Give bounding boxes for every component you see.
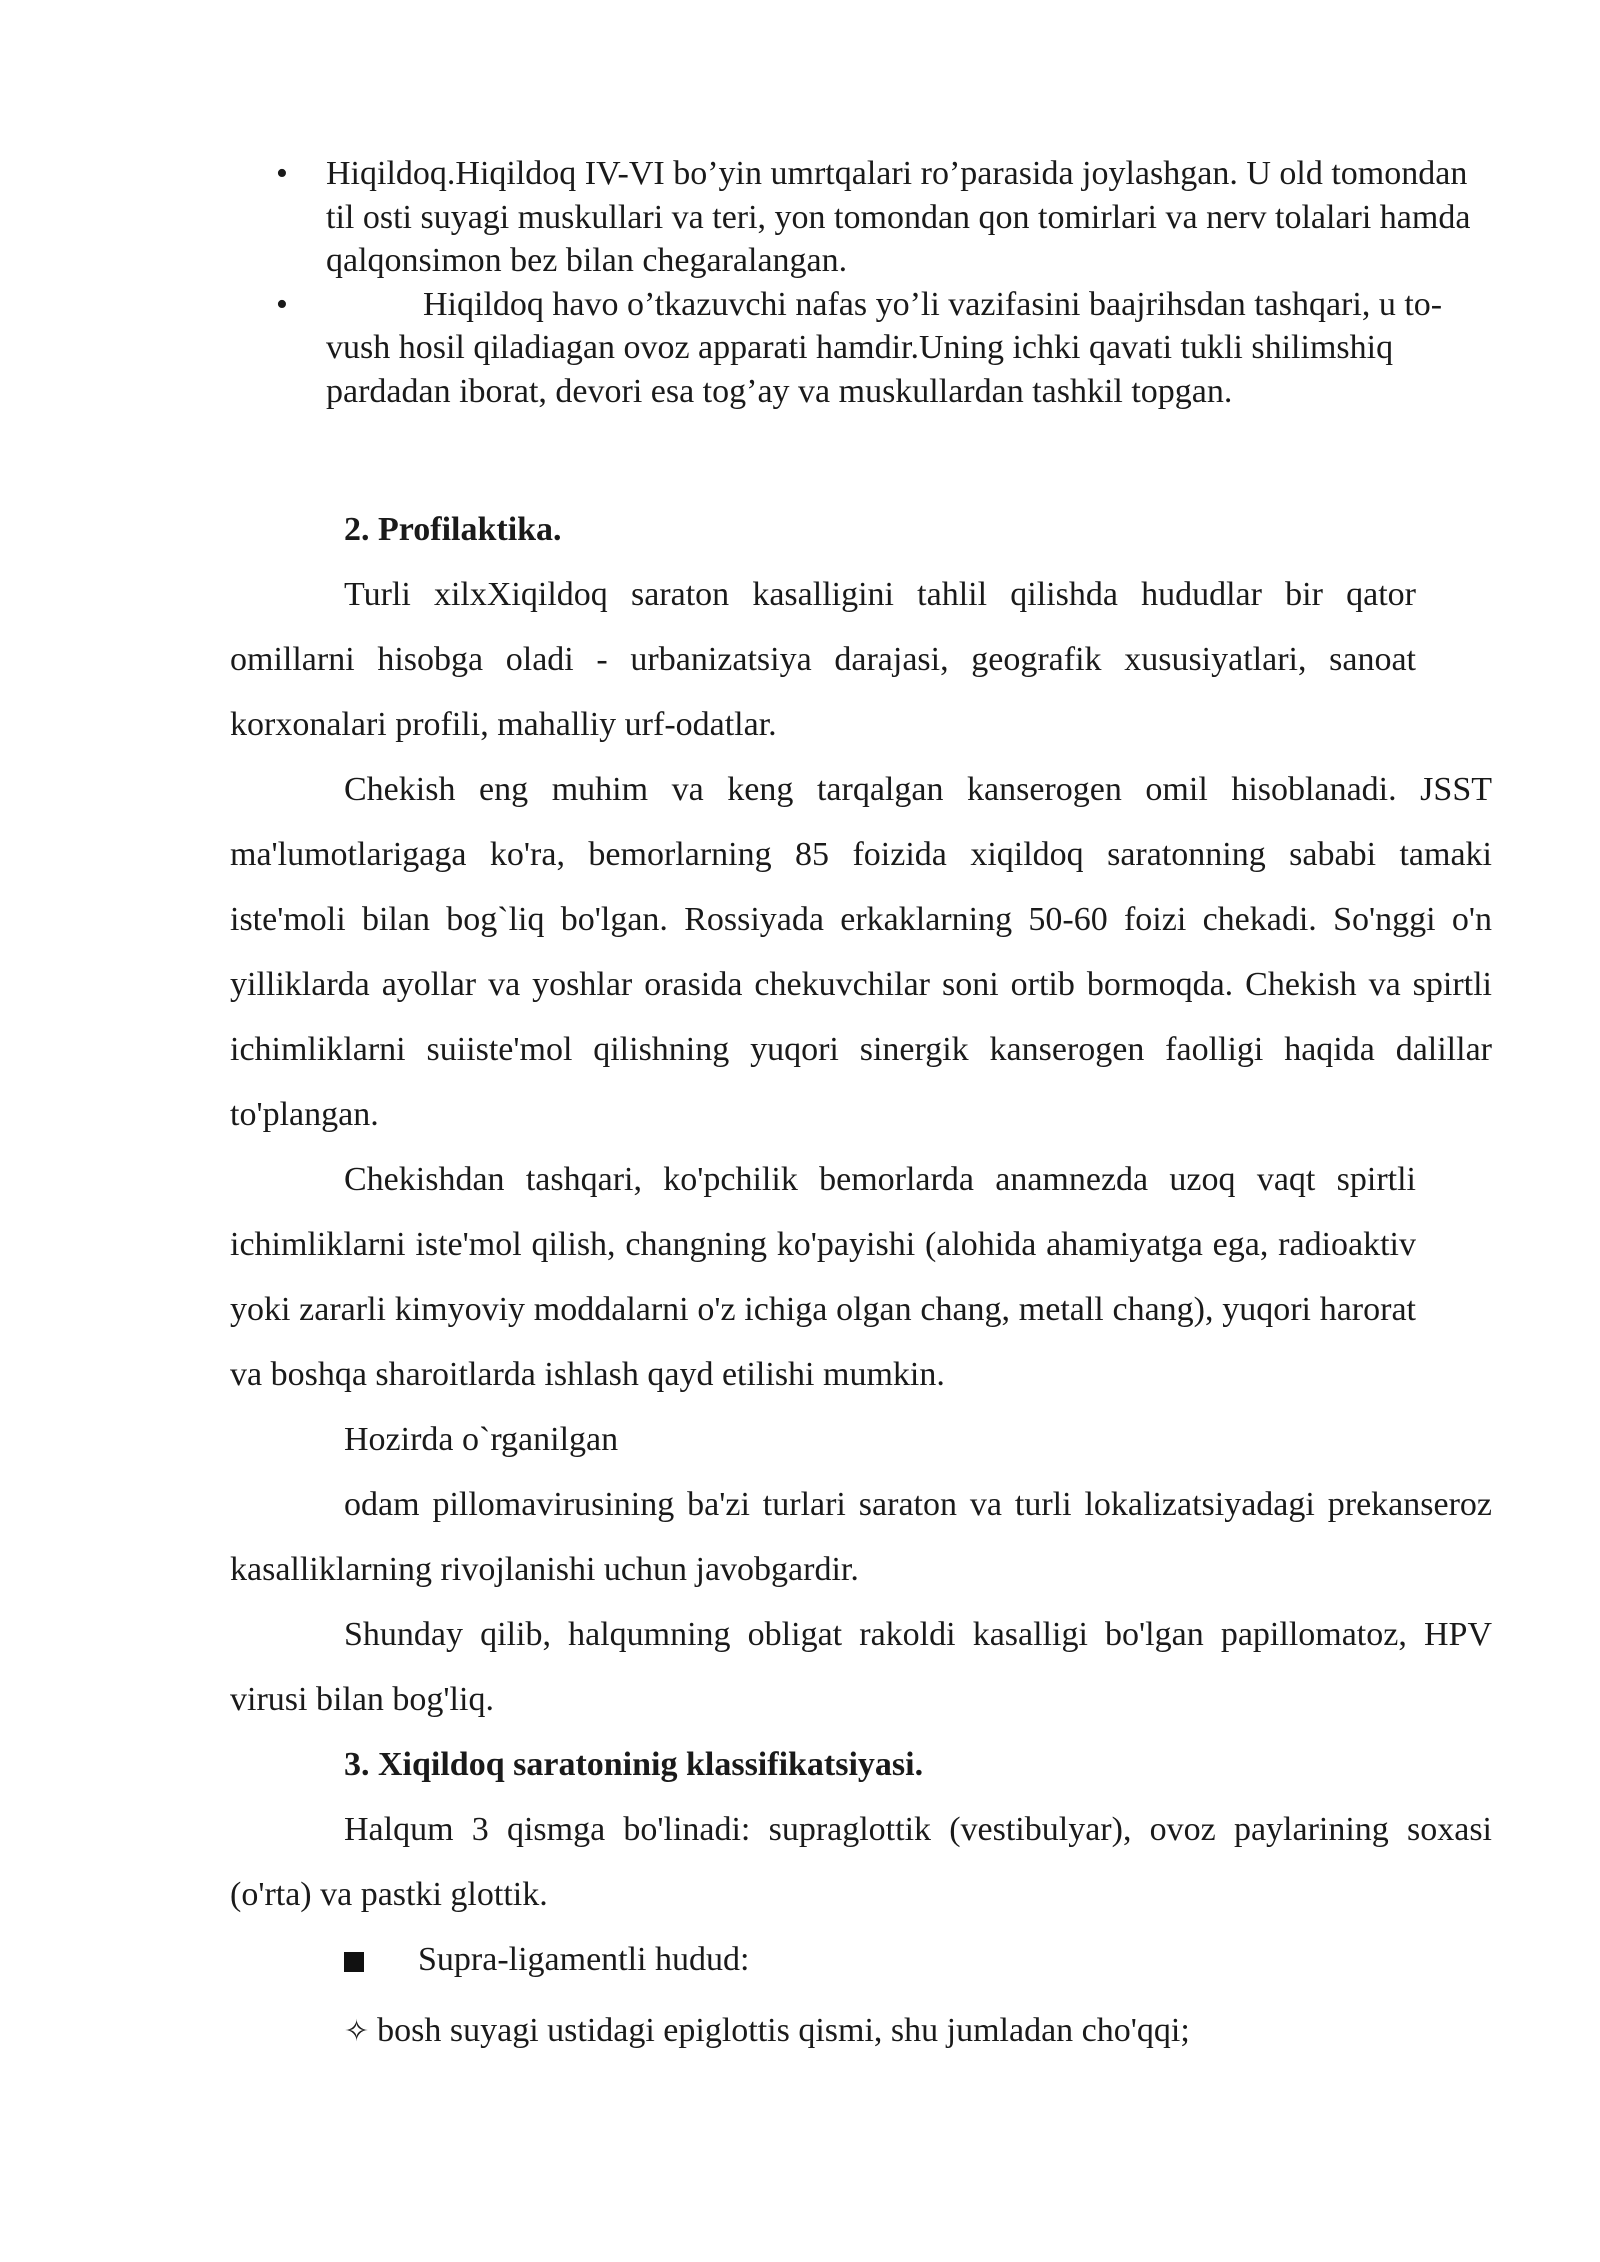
paragraph: odam pillomavirusining ba'zi turlari saraton va turli lokalizatsiyadagi prekanseroz kasalliklarning rivojlanishi uchun javobgardir. [230,1486,1492,1588]
bullet-marker: • [276,285,288,323]
star-bullet-icon: ✧ [344,2014,370,2049]
list-item [276,283,1476,414]
list-item [276,152,1476,283]
bullet-list [276,152,1476,413]
square-bullet-icon [344,1952,364,1972]
paragraph: Chekish eng muhim va keng tarqalgan kanserogen omil hisoblanadi. JSST ma'lumotlarigaga ko'ra, bemorlarning 85 foizida xiqildoq saratonning sababi tamaki iste'moli bilan bog`liq bo'lgan. Rossiyada erkaklarning 50-60 foizi chekadi. So'nggi o'n yilliklarda ayollar va yoshlar orasida chekuvchilar soni ortib bormoqda. Chekish va spirtli ichimliklarni suiiste'mol qilishning yuqori sinergik kanserogen faolligi haqida dalillar to'plangan. [230,771,1492,1133]
paragraph: Halqum 3 qismga bo'linadi: supraglottik (vestibulyar), ovoz paylarining soxasi (o'rta) va pastki glottik. [230,1811,1492,1913]
bullet-text: Hiqildoq.Hiqildoq IV-VI bo’yin umrtqalari ro’parasida joylashgan. U old tomondan til osti suyagi muskullari va teri, yon tomondan qon tomirlari va nerv tolalari hamda qalqonsimon bez bilan chegaralangan. [326,155,1471,279]
list-item [230,1927,1492,1992]
paragraph: Turli xilxXiqildoq saraton kasalligini tahlil qilishda hududlar bir qator omillarni hisobga oladi - urbanizatsiya darajasi, geografik xususiyatlari, sanoat korxonalari profili, mahalliy urf-odatlar. [230,576,1416,743]
list-item-text: bosh suyagi ustidagi epiglottis qismi, shu jumladan cho'qqi; [377,2012,1190,2049]
bullet-text: Hiqildoq havo o’tkazuvchi nafas yo’li vazifasini baajrihsdan tashqari, u to-vush hosil qiladiagan ovoz apparati hamdir.Uning ichki qavati tukli shilimshiq pardadan iborat, devori esa tog’ay va muskullardan tashkil topgan. [326,285,1443,410]
paragraph: Chekishdan tashqari, ko'pchilik bemorlarda anamnezda uzoq vaqt spirtli ichimliklarni iste'mol qilish, changning ko'payishi (alohida ahamiyatga ega, radioaktiv yoki zararli kimyoviy moddalarni o'z ichiga olgan chang, metall chang), yuqori harorat va boshqa sharoitlarda ishlash qayd etilishi mumkin. [230,1161,1416,1393]
section-heading: 3. Xiqildoq saratoninig klassifikatsiyasi. [344,1746,924,1783]
bullet-marker: • [276,155,288,192]
document-body [230,497,1492,2064]
section-heading: 2. Profilaktika. [344,511,562,548]
list-item [230,1998,1492,2064]
paragraph-line: Hozirda o`rganilgan [344,1421,619,1458]
paragraph: Shunday qilib, halqumning obligat rakoldi kasalligi bo'lgan papillomatoz, HPV virusi bilan bog'liq. [230,1616,1492,1718]
list-item-text: Supra-ligamentli hudud: [418,1941,750,1978]
